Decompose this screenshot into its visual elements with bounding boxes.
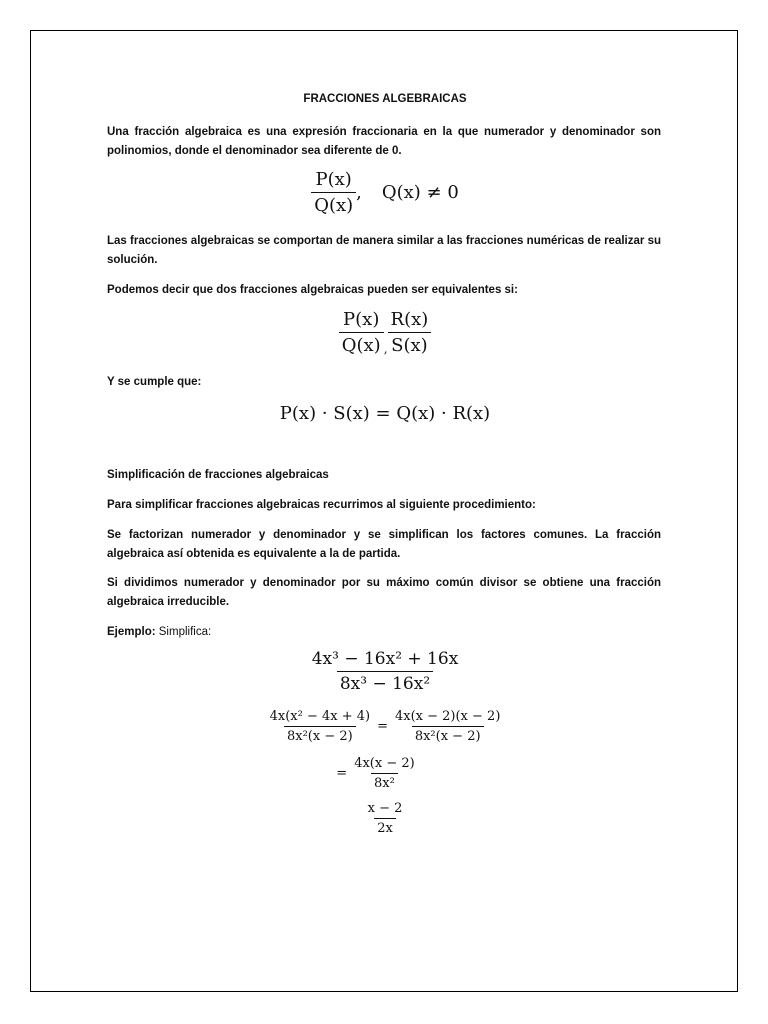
formula1-condition: Q(x) ≠ 0 (381, 182, 459, 203)
step4-numerator: x − 2 (367, 801, 403, 816)
example-text: Simplifica: (155, 626, 212, 638)
equivalence-paragraph: Podemos decir que dos fracciones algebraicas pueden ser equivalentes si: (107, 284, 518, 296)
factorize-paragraph: Se factorizan numerador y denominador y se simplifican los factores comunes. La fracción algebraica así obtenida es equivalente a la de partida. (107, 529, 661, 560)
formula2-denominator-1: Q(x) (339, 332, 384, 356)
example-line (107, 623, 661, 642)
formula-fraction-definition (31, 169, 739, 216)
formula-two-fractions (31, 309, 739, 356)
step2-numerator-b: 4x(x − 2)(x − 2) (394, 709, 501, 724)
document-page (30, 30, 738, 992)
example-step-1 (31, 649, 739, 694)
step4-denominator: 2x (374, 818, 396, 836)
gcd-paragraph: Si dividimos numerador y denominador por su máximo común divisor se obtiene una fracción algebraica irreducible. (107, 577, 661, 608)
formula2-separator: , (383, 342, 388, 356)
example-step-4 (31, 801, 739, 836)
formula2-numerator-1: P(x) (343, 309, 380, 330)
example-label: Ejemplo: (107, 626, 156, 638)
step2-denominator-a: 8x²(x − 2) (284, 726, 356, 744)
formula2-numerator-2: R(x) (390, 309, 429, 330)
formula1-numerator: P(x) (315, 169, 352, 190)
example-step-3 (21, 756, 729, 791)
step3-denominator: 8x² (371, 773, 398, 791)
page-title: FRACCIONES ALGEBRAICAS (303, 93, 467, 105)
procedure-paragraph: Para simplificar fracciones algebraicas recurrimos al siguiente procedimiento: (107, 499, 536, 511)
step3-numerator: 4x(x − 2) (354, 756, 415, 771)
step2-denominator-b: 8x²(x − 2) (412, 726, 484, 744)
similarity-paragraph: Las fracciones algebraicas se comportan de manera similar a las fracciones numéricas de realizar su solución. (107, 235, 661, 266)
formula1-separator: , (356, 182, 362, 203)
step1-numerator: 4x³ − 16x² + 16x (311, 649, 459, 669)
formula-cross-product (31, 403, 739, 424)
condition-paragraph: Y se cumple que: (107, 376, 202, 388)
formula1-denominator: Q(x) (311, 192, 356, 216)
formula2-denominator-2: S(x) (388, 332, 431, 356)
step3-equals: = (336, 766, 348, 781)
step2-equals: = (377, 719, 388, 734)
step2-numerator-a: 4x(x² − 4x + 4) (269, 709, 371, 724)
example-step-2 (31, 709, 739, 744)
section-title: Simplificación de fracciones algebraicas (107, 469, 329, 481)
formula3-expression: P(x) · S(x) = Q(x) · R(x) (279, 403, 491, 424)
step1-denominator: 8x³ − 16x² (337, 671, 433, 694)
intro-paragraph: Una fracción algebraica es una expresión fraccionaria en la que numerador y denominador son polinomios, donde el denominador sea diferente de 0. (107, 126, 661, 157)
